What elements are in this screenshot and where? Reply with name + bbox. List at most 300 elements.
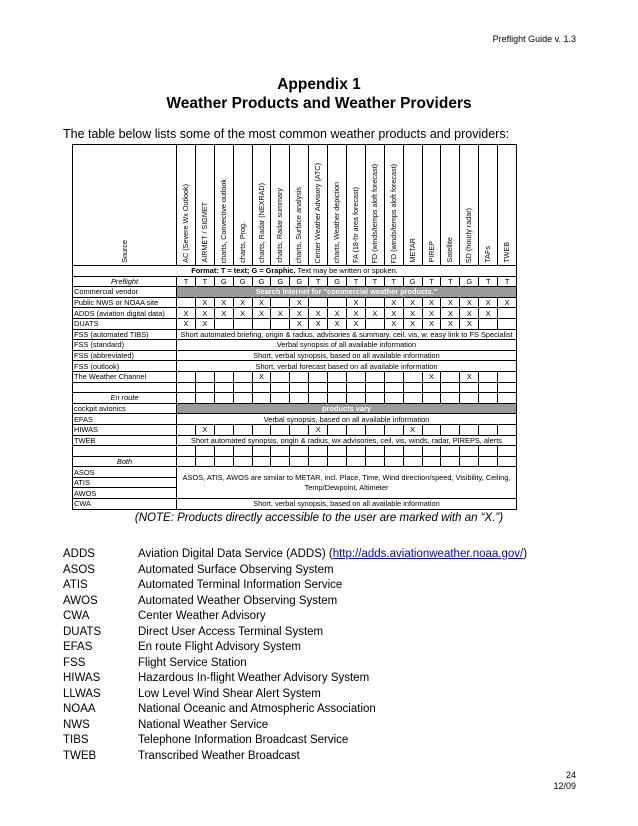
availability-cell [328, 424, 347, 435]
provider-description: products vary [177, 403, 517, 414]
availability-cell: X [384, 297, 403, 308]
intro-text: The table below lists some of the most common weather products and providers: [63, 127, 510, 141]
availability-cell [271, 371, 290, 382]
availability-cell: X [422, 318, 441, 329]
abbreviation-definition: Telephone Information Broadcast Service [138, 734, 349, 746]
abbreviation-term: AWOS [63, 594, 98, 607]
abbreviation-term: FSS [63, 656, 86, 669]
empty-cell [498, 446, 517, 457]
availability-cell [498, 308, 517, 319]
provider-name: DUATS [73, 318, 177, 329]
empty-cell [271, 446, 290, 457]
empty-cell [328, 446, 347, 457]
format-cell: T [309, 276, 328, 287]
provider-name: Commercial vendor [73, 287, 177, 298]
availability-cell [441, 371, 460, 382]
abbreviation-item [63, 564, 527, 580]
format-cell: G [271, 276, 290, 287]
product-column-header [214, 145, 233, 266]
empty-cell [177, 456, 196, 467]
availability-cell [365, 371, 384, 382]
abbreviation-definition: En route Flight Advisory System [138, 641, 301, 653]
empty-cell [195, 382, 214, 393]
format-cell: G [214, 276, 233, 287]
source-header-label: Source [119, 240, 129, 263]
empty-cell [252, 456, 271, 467]
availability-cell: X [214, 308, 233, 319]
empty-cell [271, 382, 290, 393]
provider-name: FSS (outlook) [73, 361, 177, 372]
availability-cell [214, 424, 233, 435]
abbreviation-item [63, 703, 527, 719]
product-column-label: FD (winds/temps aloft forecast) [388, 163, 398, 263]
availability-cell: X [403, 424, 422, 435]
availability-cell [479, 371, 498, 382]
adds-link[interactable]: http://adds.aviationweather.noaa.gov/ [332, 548, 524, 560]
product-column-header [498, 145, 517, 266]
product-column-header [309, 145, 328, 266]
empty-cell [177, 382, 196, 393]
empty-cell [347, 446, 366, 457]
availability-cell: X [214, 297, 233, 308]
product-column-header [384, 145, 403, 266]
empty-cell [195, 393, 214, 404]
empty-cell [195, 446, 214, 457]
empty-cell [479, 456, 498, 467]
abbreviation-term: LLWAS [63, 687, 101, 700]
product-column-header [271, 145, 290, 266]
availability-cell: X [384, 308, 403, 319]
spacer-row [73, 382, 517, 393]
format-cell: T [441, 276, 460, 287]
availability-cell [233, 318, 252, 329]
availability-cell: X [422, 297, 441, 308]
availability-cell: X [441, 318, 460, 329]
format-cell: T [479, 276, 498, 287]
product-column-header [441, 145, 460, 266]
product-column-label: charts, Weather depiction [332, 181, 342, 263]
provider-name: AWOS [73, 488, 177, 499]
availability-cell: X [460, 308, 479, 319]
abbreviation-item [63, 610, 527, 626]
product-column-header [403, 145, 422, 266]
product-column-label: charts, Surface analysis [294, 186, 304, 263]
provider-row [73, 435, 517, 446]
provider-row [73, 287, 517, 298]
table-note: (NOTE: Products directly accessible to the user are marked with an “X.”) [134, 512, 504, 524]
empty-cell [290, 446, 309, 457]
availability-cell: X [177, 308, 196, 319]
availability-cell: X [441, 297, 460, 308]
empty-cell [195, 456, 214, 467]
provider-row [73, 403, 517, 414]
empty-cell [422, 393, 441, 404]
empty-cell [177, 393, 196, 404]
availability-cell [252, 318, 271, 329]
product-column-header [195, 145, 214, 266]
format-cell: T [347, 276, 366, 287]
provider-row [73, 297, 517, 308]
empty-cell [479, 382, 498, 393]
empty-cell [233, 446, 252, 457]
product-column-label: SD (hourly radar) [464, 207, 474, 263]
abbreviation-term: ASOS [63, 563, 95, 576]
both-section-row [73, 456, 517, 467]
availability-cell [328, 297, 347, 308]
availability-cell [177, 297, 196, 308]
abbreviation-term: HIWAS [63, 672, 101, 684]
availability-cell [290, 424, 309, 435]
page-date: 12/09 [553, 781, 576, 791]
empty-cell [214, 446, 233, 457]
empty-cell [214, 393, 233, 404]
provider-row [73, 361, 517, 372]
empty-cell [290, 393, 309, 404]
page-footer [553, 770, 576, 792]
empty-cell [441, 456, 460, 467]
format-legend-row [73, 266, 517, 277]
abbreviation-item [63, 579, 527, 595]
format-cell: T [365, 276, 384, 287]
empty-cell [252, 446, 271, 457]
product-column-label: Center Weather Advisory (ATC) [313, 162, 323, 263]
availability-cell: X [403, 318, 422, 329]
product-column-label: charts, Radar summary [275, 188, 285, 263]
availability-cell: X [309, 318, 328, 329]
availability-cell: X [403, 308, 422, 319]
availability-cell [290, 371, 309, 382]
empty-cell [384, 393, 403, 404]
empty-cell [460, 382, 479, 393]
empty-cell [328, 456, 347, 467]
product-column-header [479, 145, 498, 266]
page-title: Weather Products and Weather Providers [166, 95, 472, 112]
availability-cell: X [328, 318, 347, 329]
provider-row [73, 340, 517, 351]
empty-cell [403, 456, 422, 467]
availability-cell: X [195, 318, 214, 329]
provider-name: ADDS (aviation digital data) [73, 308, 177, 319]
format-cell: T [422, 276, 441, 287]
availability-cell [233, 371, 252, 382]
empty-cell [177, 446, 196, 457]
availability-cell: X [195, 424, 214, 435]
empty-cell [422, 456, 441, 467]
empty-cell [214, 382, 233, 393]
product-column-header [422, 145, 441, 266]
availability-cell [365, 318, 384, 329]
availability-cell: X [233, 308, 252, 319]
availability-cell [403, 371, 422, 382]
format-legend-key: Format: T = text; G = Graphic. [191, 266, 296, 276]
abbreviation-definition: Flight Service Station [138, 656, 247, 669]
empty-cell [365, 393, 384, 404]
abbreviation-item [63, 688, 527, 704]
empty-cell [328, 393, 347, 404]
empty-cell [309, 393, 328, 404]
abbreviation-term: ADDS [63, 548, 95, 560]
availability-cell [214, 371, 233, 382]
product-column-header [365, 145, 384, 266]
provider-row [73, 371, 517, 382]
empty-cell [347, 456, 366, 467]
product-column-label: FA (18-hr area forecast) [350, 187, 360, 263]
empty-cell [309, 456, 328, 467]
empty-cell [252, 382, 271, 393]
availability-cell: X [460, 297, 479, 308]
availability-cell [479, 318, 498, 329]
product-column-label: AIRMET / SIGMET [199, 202, 209, 263]
availability-cell: X [328, 308, 347, 319]
empty-cell [498, 382, 517, 393]
enroute-section-row [73, 393, 517, 404]
abbreviation-definition: Transcribed Weather Broadcast [138, 749, 300, 762]
format-legend-text: Text may be written or spoken. [295, 266, 398, 276]
format-cell: G [252, 276, 271, 287]
empty-cell [460, 446, 479, 457]
abbreviation-item [63, 548, 527, 564]
format-cell: T [177, 276, 196, 287]
abbreviation-item [63, 750, 527, 766]
availability-cell [460, 424, 479, 435]
section-label: Both [73, 456, 177, 467]
availability-cell: X [195, 308, 214, 319]
appendix-title: Appendix 1 [277, 76, 361, 93]
source-header-cell [73, 145, 177, 266]
abbreviation-item [63, 734, 527, 750]
availability-cell: X [479, 308, 498, 319]
availability-cell: X [290, 308, 309, 319]
availability-cell [347, 424, 366, 435]
abbreviation-item [63, 641, 527, 657]
empty-cell [365, 382, 384, 393]
format-cell: G [460, 276, 479, 287]
product-column-header [290, 145, 309, 266]
abbreviation-item [63, 719, 527, 735]
empty-cell [233, 393, 252, 404]
provider-description: Verbal synopsis, based on all available information [177, 414, 517, 425]
availability-cell [365, 297, 384, 308]
format-cell: T [384, 276, 403, 287]
provider-name: The Weather Channel [73, 371, 177, 382]
provider-description: Verbal synopsis of all available information [177, 340, 517, 351]
provider-row [73, 350, 517, 361]
abbreviation-term: TWEB [63, 749, 97, 762]
empty-cell [422, 382, 441, 393]
availability-cell [271, 318, 290, 329]
empty-cell [73, 382, 177, 393]
provider-description: Search Internet for "commercial weather products." [177, 287, 517, 298]
empty-cell [233, 382, 252, 393]
abbreviation-definition: National Oceanic and Atmospheric Association [138, 703, 376, 715]
product-column-header [347, 145, 366, 266]
format-cell: G [290, 276, 309, 287]
availability-cell [195, 371, 214, 382]
abbreviation-definition: Hazardous In-flight Weather Advisory System [138, 672, 370, 684]
availability-cell: X [384, 318, 403, 329]
availability-cell [384, 371, 403, 382]
availability-cell [347, 371, 366, 382]
product-column-label: FD (winds/temps aloft forecast) [369, 163, 379, 263]
abbreviation-definition: Automated Surface Observing System [138, 563, 334, 576]
availability-cell: X [195, 297, 214, 308]
availability-cell: X [347, 318, 366, 329]
provider-row [73, 467, 517, 478]
empty-cell [309, 382, 328, 393]
empty-cell [384, 456, 403, 467]
provider-description: Short, verbal synopsis, based on all available information [177, 350, 517, 361]
empty-cell [252, 393, 271, 404]
provider-name: FSS (standard) [73, 340, 177, 351]
page-number: 24 [565, 770, 576, 780]
availability-cell [328, 371, 347, 382]
provider-name: FSS (automated TIBS) [73, 329, 177, 340]
availability-cell [498, 424, 517, 435]
availability-cell: X [460, 371, 479, 382]
abbreviation-term: TIBS [63, 734, 89, 746]
abbreviation-definition: Low Level Wind Shear Alert System [138, 687, 321, 700]
availability-cell: X [252, 308, 271, 319]
empty-cell [271, 456, 290, 467]
empty-cell [441, 446, 460, 457]
availability-cell: X [422, 308, 441, 319]
provider-row [73, 424, 517, 435]
product-column-label: TAFs [483, 246, 493, 263]
empty-cell [309, 446, 328, 457]
provider-row [73, 308, 517, 319]
empty-cell [460, 393, 479, 404]
abbreviation-term: EFAS [63, 641, 93, 653]
availability-cell [177, 424, 196, 435]
table-header-row [73, 145, 517, 266]
empty-cell [290, 382, 309, 393]
availability-cell [441, 424, 460, 435]
provider-description: Short automated synopsis, origin & radius, wx advisories, ceil, vis, winds, radar, PIREPS, alerts [177, 435, 517, 446]
empty-cell [422, 446, 441, 457]
empty-cell [365, 446, 384, 457]
empty-cell [403, 446, 422, 457]
availability-cell: X [252, 297, 271, 308]
preflight-format-row [73, 276, 517, 287]
availability-cell [271, 424, 290, 435]
empty-cell [328, 382, 347, 393]
availability-cell: X [365, 308, 384, 319]
availability-cell: X [290, 297, 309, 308]
availability-cell [177, 371, 196, 382]
provider-row [73, 414, 517, 425]
abbreviation-item [63, 657, 527, 673]
format-legend-cell [73, 266, 517, 277]
section-label-preflight: Preflight [73, 276, 177, 287]
product-column-header [328, 145, 347, 266]
availability-cell: X [290, 318, 309, 329]
product-column-header [252, 145, 271, 266]
empty-cell [290, 456, 309, 467]
abbreviation-item [63, 595, 527, 611]
empty-cell [347, 393, 366, 404]
empty-cell [73, 446, 177, 457]
availability-cell: X [347, 308, 366, 319]
empty-cell [479, 446, 498, 457]
provider-row [73, 329, 517, 340]
abbreviation-definition: Direct User Access Terminal System [138, 625, 324, 638]
product-column-label: Satellite [445, 237, 455, 263]
format-cell: T [195, 276, 214, 287]
product-column-label: charts, Convective outlook [218, 178, 228, 263]
abbreviation-item [63, 672, 527, 688]
running-header: Preflight Guide v. 1.3 [492, 34, 576, 44]
abbreviation-term: CWA [63, 610, 90, 622]
product-column-header [460, 145, 479, 266]
provider-row [73, 499, 517, 510]
availability-cell: X [233, 297, 252, 308]
empty-cell [365, 456, 384, 467]
availability-cell: X [252, 371, 271, 382]
abbreviation-definition: National Weather Service [138, 718, 269, 731]
abbreviation-term: DUATS [63, 625, 102, 638]
availability-cell [252, 424, 271, 435]
availability-cell: X [309, 308, 328, 319]
abbreviation-term: ATIS [63, 579, 88, 591]
empty-cell [384, 382, 403, 393]
empty-cell [441, 382, 460, 393]
availability-cell [422, 424, 441, 435]
availability-cell: X [347, 297, 366, 308]
availability-cell [309, 371, 328, 382]
empty-cell [271, 393, 290, 404]
availability-cell: X [422, 371, 441, 382]
availability-cell [271, 297, 290, 308]
provider-name: TWEB [73, 435, 177, 446]
format-cell: G [328, 276, 347, 287]
product-column-header [233, 145, 252, 266]
format-cell: G [233, 276, 252, 287]
availability-cell [498, 318, 517, 329]
product-column-header [177, 145, 196, 266]
availability-cell [365, 424, 384, 435]
empty-cell [441, 393, 460, 404]
provider-description: Short automated briefing, origin & radius, advisories & summary, ceil, vis, w. easy link to FS Specialist [177, 329, 517, 340]
provider-name: EFAS [73, 414, 177, 425]
abbreviation-definition: Automated Terminal Information Service [138, 579, 343, 591]
empty-cell [479, 393, 498, 404]
availability-cell [498, 371, 517, 382]
provider-name: HIWAS [73, 424, 177, 435]
abbreviation-item [63, 626, 527, 642]
availability-cell: X [271, 308, 290, 319]
abbreviation-definition: Center Weather Advisory [138, 610, 266, 622]
abbreviation-list [63, 548, 527, 765]
weather-products-table [72, 144, 517, 510]
provider-name: CWA [73, 499, 177, 510]
availability-cell [479, 424, 498, 435]
empty-cell [384, 446, 403, 457]
abbreviation-definition: Automated Weather Observing System [138, 594, 338, 607]
empty-cell [403, 393, 422, 404]
abbreviation-definition: Aviation Digital Data Service (ADDS) ( [138, 548, 333, 560]
empty-cell [498, 456, 517, 467]
availability-cell: X [460, 318, 479, 329]
availability-cell: X [403, 297, 422, 308]
abbreviation-term: NWS [63, 718, 90, 731]
provider-name: ATIS [73, 477, 177, 488]
provider-description: Short, verbal forecast based on all available information [177, 361, 517, 372]
abbreviation-suffix: ) [523, 548, 528, 560]
availability-cell: X [309, 424, 328, 435]
provider-name: cockpit avionics [73, 403, 177, 414]
empty-cell [214, 456, 233, 467]
availability-cell: X [177, 318, 196, 329]
